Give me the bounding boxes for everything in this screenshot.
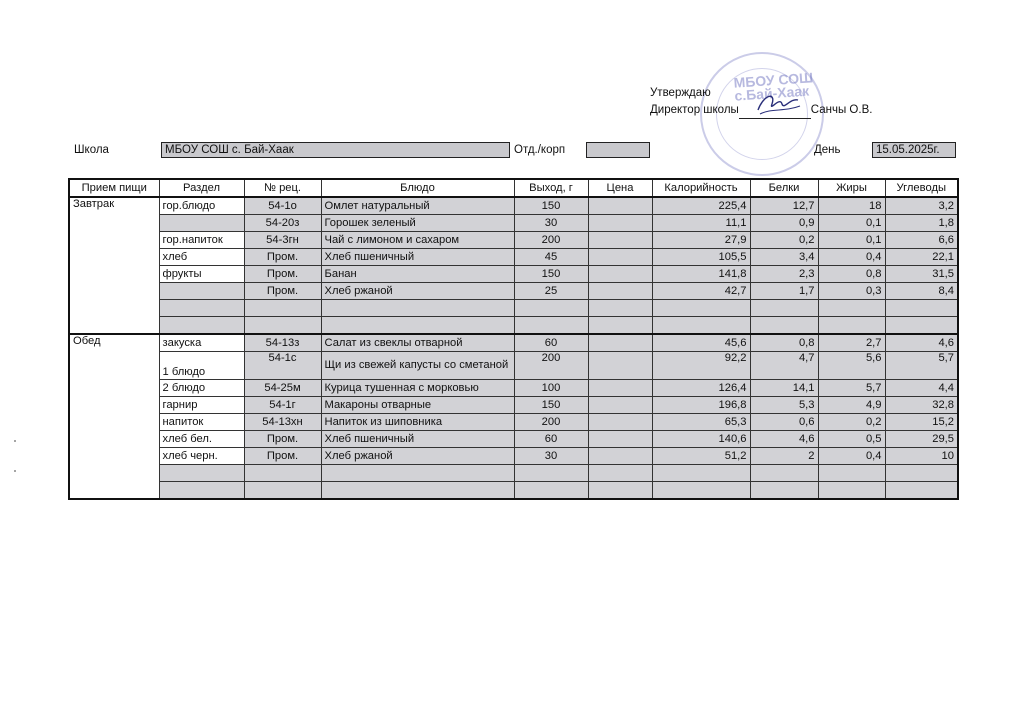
table-row-empty — [69, 482, 958, 500]
dish-cell[interactable]: Омлет натуральный — [321, 197, 514, 215]
director-label: Директор школы — [650, 104, 739, 116]
fat-cell[interactable]: 2,7 — [818, 334, 885, 352]
empty-cell[interactable] — [514, 300, 588, 317]
col-recipe: № рец. — [244, 179, 321, 197]
recipe-cell[interactable]: 54-20з — [244, 215, 321, 232]
section-cell[interactable]: 1 блюдо — [159, 352, 244, 380]
recipe-cell[interactable]: 54-1г — [244, 397, 321, 414]
yield-cell[interactable]: 60 — [514, 431, 588, 448]
empty-cell[interactable] — [652, 465, 750, 482]
kcal-cell[interactable]: 140,6 — [652, 431, 750, 448]
kcal-cell[interactable]: 225,4 — [652, 197, 750, 215]
fat-cell[interactable]: 0,1 — [818, 232, 885, 249]
protein-cell[interactable]: 0,6 — [750, 414, 818, 431]
carbs-cell[interactable]: 31,5 — [885, 266, 958, 283]
fat-cell[interactable]: 0,4 — [818, 249, 885, 266]
protein-cell[interactable]: 14,1 — [750, 380, 818, 397]
price-cell[interactable] — [588, 215, 652, 232]
empty-cell[interactable] — [818, 300, 885, 317]
section-cell[interactable]: гарнир — [159, 397, 244, 414]
empty-cell[interactable] — [159, 300, 244, 317]
section-cell[interactable]: напиток — [159, 414, 244, 431]
empty-cell[interactable] — [885, 482, 958, 500]
day-field[interactable]: 15.05.2025г. — [872, 142, 956, 158]
empty-cell[interactable] — [818, 317, 885, 335]
price-cell[interactable] — [588, 232, 652, 249]
price-cell[interactable] — [588, 283, 652, 300]
protein-cell[interactable]: 5,3 — [750, 397, 818, 414]
approval-title: Утверждаю — [650, 87, 711, 99]
recipe-cell[interactable]: 54-1с — [244, 352, 321, 380]
dish-cell[interactable]: Хлеб ржаной — [321, 448, 514, 465]
price-cell[interactable] — [588, 197, 652, 215]
table-row — [69, 431, 958, 448]
table-row — [69, 266, 958, 283]
section-cell[interactable]: хлеб бел. — [159, 431, 244, 448]
table-row — [69, 352, 958, 380]
empty-cell[interactable] — [514, 465, 588, 482]
empty-cell[interactable] — [321, 482, 514, 500]
empty-cell[interactable] — [514, 482, 588, 500]
yield-cell[interactable]: 60 — [514, 334, 588, 352]
fat-cell[interactable]: 0,5 — [818, 431, 885, 448]
protein-cell[interactable]: 4,6 — [750, 431, 818, 448]
table-row — [69, 380, 958, 397]
fat-cell[interactable]: 0,3 — [818, 283, 885, 300]
day-label: День — [814, 144, 841, 156]
dept-field[interactable] — [586, 142, 650, 158]
protein-cell[interactable]: 1,7 — [750, 283, 818, 300]
protein-cell[interactable]: 2,3 — [750, 266, 818, 283]
recipe-cell[interactable]: Пром. — [244, 448, 321, 465]
menu-table — [68, 178, 959, 500]
recipe-cell[interactable]: Пром. — [244, 266, 321, 283]
empty-cell[interactable] — [652, 300, 750, 317]
dish-cell[interactable]: Курица тушенная с морковью — [321, 380, 514, 397]
empty-cell[interactable] — [750, 465, 818, 482]
protein-cell[interactable]: 12,7 — [750, 197, 818, 215]
recipe-cell[interactable]: Пром. — [244, 431, 321, 448]
empty-cell[interactable] — [321, 317, 514, 335]
dish-cell[interactable]: Щи из свежей капусты со сметаной — [321, 352, 514, 380]
empty-cell[interactable] — [818, 465, 885, 482]
empty-cell[interactable] — [159, 317, 244, 335]
dish-cell[interactable]: Салат из свеклы отварной — [321, 334, 514, 352]
kcal-cell[interactable]: 126,4 — [652, 380, 750, 397]
empty-cell[interactable] — [588, 317, 652, 335]
price-cell[interactable] — [588, 352, 652, 380]
table-row — [69, 249, 958, 266]
fat-cell[interactable]: 5,6 — [818, 352, 885, 380]
kcal-cell[interactable]: 51,2 — [652, 448, 750, 465]
empty-cell[interactable] — [750, 300, 818, 317]
col-protein: Белки — [750, 179, 818, 197]
approval-director-line — [650, 102, 872, 119]
section-cell[interactable]: закуска — [159, 334, 244, 352]
dish-cell[interactable]: Хлеб пшеничный — [321, 249, 514, 266]
table-row-empty — [69, 300, 958, 317]
table-row — [69, 414, 958, 431]
kcal-cell[interactable]: 196,8 — [652, 397, 750, 414]
table-row — [69, 197, 958, 215]
empty-cell[interactable] — [588, 482, 652, 500]
recipe-cell[interactable]: 54-3гн — [244, 232, 321, 249]
kcal-cell[interactable]: 27,9 — [652, 232, 750, 249]
fat-cell[interactable]: 0,1 — [818, 215, 885, 232]
fat-cell[interactable]: 0,4 — [818, 448, 885, 465]
school-field[interactable]: МБОУ СОШ с. Бай-Хаак — [161, 142, 510, 158]
col-meal: Прием пищи — [69, 179, 159, 197]
section-cell[interactable]: гор.блюдо — [159, 197, 244, 215]
yield-cell[interactable]: 150 — [514, 197, 588, 215]
yield-cell[interactable]: 100 — [514, 380, 588, 397]
carbs-cell[interactable]: 4,6 — [885, 334, 958, 352]
dish-cell[interactable]: Чай с лимоном и сахаром — [321, 232, 514, 249]
dish-cell[interactable]: Горошек зеленый — [321, 215, 514, 232]
empty-cell[interactable] — [244, 300, 321, 317]
empty-cell[interactable] — [885, 317, 958, 335]
protein-cell[interactable]: 0,8 — [750, 334, 818, 352]
carbs-cell[interactable]: 22,1 — [885, 249, 958, 266]
col-section: Раздел — [159, 179, 244, 197]
table-row — [69, 215, 958, 232]
table-row — [69, 397, 958, 414]
dish-cell[interactable]: Банан — [321, 266, 514, 283]
section-cell[interactable] — [159, 283, 244, 300]
meal-lunch: Обед — [69, 334, 159, 499]
protein-cell[interactable]: 0,2 — [750, 232, 818, 249]
recipe-cell[interactable]: 54-1о — [244, 197, 321, 215]
empty-cell[interactable] — [244, 465, 321, 482]
section-cell[interactable]: гор.напиток — [159, 232, 244, 249]
empty-cell[interactable] — [588, 300, 652, 317]
table-row — [69, 334, 958, 352]
recipe-cell[interactable]: 54-13хн — [244, 414, 321, 431]
fat-cell[interactable]: 0,2 — [818, 414, 885, 431]
yield-cell[interactable]: 25 — [514, 283, 588, 300]
col-fat: Жиры — [818, 179, 885, 197]
scan-dot — [14, 470, 16, 472]
approval-block — [650, 85, 872, 119]
kcal-cell[interactable]: 92,2 — [652, 352, 750, 380]
fat-cell[interactable]: 4,9 — [818, 397, 885, 414]
carbs-cell[interactable]: 5,7 — [885, 352, 958, 380]
recipe-cell[interactable]: Пром. — [244, 249, 321, 266]
protein-cell[interactable]: 0,9 — [750, 215, 818, 232]
carbs-cell[interactable]: 32,8 — [885, 397, 958, 414]
header-row — [0, 142, 1024, 160]
empty-cell[interactable] — [750, 317, 818, 335]
stamp-text: МБОУ СОШ с.Бай-Хаак — [733, 69, 814, 104]
recipe-cell[interactable]: Пром. — [244, 283, 321, 300]
price-cell[interactable] — [588, 380, 652, 397]
table-row — [69, 232, 958, 249]
kcal-cell[interactable]: 141,8 — [652, 266, 750, 283]
yield-cell[interactable]: 30 — [514, 448, 588, 465]
fat-cell[interactable]: 5,7 — [818, 380, 885, 397]
kcal-cell[interactable]: 65,3 — [652, 414, 750, 431]
table-row — [69, 283, 958, 300]
empty-cell[interactable] — [244, 317, 321, 335]
carbs-cell[interactable]: 29,5 — [885, 431, 958, 448]
table-header-row — [69, 179, 958, 197]
col-dish: Блюдо — [321, 179, 514, 197]
yield-cell[interactable]: 200 — [514, 352, 588, 380]
yield-cell[interactable]: 200 — [514, 232, 588, 249]
section-cell[interactable]: фрукты — [159, 266, 244, 283]
price-cell[interactable] — [588, 397, 652, 414]
empty-cell[interactable] — [159, 465, 244, 482]
table-row — [69, 448, 958, 465]
empty-cell[interactable] — [885, 300, 958, 317]
price-cell[interactable] — [588, 266, 652, 283]
empty-cell[interactable] — [652, 317, 750, 335]
price-cell[interactable] — [588, 334, 652, 352]
table-row-empty — [69, 465, 958, 482]
price-cell[interactable] — [588, 431, 652, 448]
yield-cell[interactable]: 150 — [514, 266, 588, 283]
fat-cell[interactable]: 0,8 — [818, 266, 885, 283]
price-cell[interactable] — [588, 448, 652, 465]
protein-cell[interactable]: 3,4 — [750, 249, 818, 266]
section-cell[interactable]: хлеб — [159, 249, 244, 266]
col-price: Цена — [588, 179, 652, 197]
yield-cell[interactable]: 200 — [514, 414, 588, 431]
kcal-cell[interactable]: 105,5 — [652, 249, 750, 266]
kcal-cell[interactable]: 45,6 — [652, 334, 750, 352]
price-cell[interactable] — [588, 414, 652, 431]
protein-cell[interactable]: 2 — [750, 448, 818, 465]
empty-cell[interactable] — [588, 465, 652, 482]
carbs-cell[interactable]: 10 — [885, 448, 958, 465]
fat-cell[interactable]: 18 — [818, 197, 885, 215]
yield-cell[interactable]: 30 — [514, 215, 588, 232]
yield-cell[interactable]: 150 — [514, 397, 588, 414]
protein-cell[interactable]: 4,7 — [750, 352, 818, 380]
dish-cell[interactable]: Хлеб ржаной — [321, 283, 514, 300]
empty-cell[interactable] — [244, 482, 321, 500]
col-carbs: Углеводы — [885, 179, 958, 197]
school-label: Школа — [74, 144, 109, 156]
section-cell[interactable]: 2 блюдо — [159, 380, 244, 397]
col-yield: Выход, г — [514, 179, 588, 197]
dish-cell[interactable]: Макароны отварные — [321, 397, 514, 414]
kcal-cell[interactable]: 42,7 — [652, 283, 750, 300]
empty-cell[interactable] — [159, 482, 244, 500]
carbs-cell[interactable]: 8,4 — [885, 283, 958, 300]
recipe-cell[interactable]: 54-25м — [244, 380, 321, 397]
section-cell[interactable]: хлеб черн. — [159, 448, 244, 465]
dish-cell[interactable]: Хлеб пшеничный — [321, 431, 514, 448]
carbs-cell[interactable]: 15,2 — [885, 414, 958, 431]
empty-cell[interactable] — [652, 482, 750, 500]
dept-label: Отд./корп — [514, 144, 566, 156]
scan-dot — [14, 440, 16, 442]
carbs-cell[interactable]: 3,2 — [885, 197, 958, 215]
empty-cell[interactable] — [321, 300, 514, 317]
recipe-cell[interactable]: 54-13з — [244, 334, 321, 352]
signature-line — [739, 106, 811, 119]
carbs-cell[interactable]: 6,6 — [885, 232, 958, 249]
table-row-empty — [69, 317, 958, 335]
carbs-cell[interactable]: 1,8 — [885, 215, 958, 232]
price-cell[interactable] — [588, 249, 652, 266]
carbs-cell[interactable]: 4,4 — [885, 380, 958, 397]
empty-cell[interactable] — [321, 465, 514, 482]
empty-cell[interactable] — [818, 482, 885, 500]
dish-cell[interactable]: Напиток из шиповника — [321, 414, 514, 431]
col-kcal: Калорийность — [652, 179, 750, 197]
director-name: Санчы О.В. — [810, 104, 873, 116]
yield-cell[interactable]: 45 — [514, 249, 588, 266]
kcal-cell[interactable]: 11,1 — [652, 215, 750, 232]
empty-cell[interactable] — [750, 482, 818, 500]
empty-cell[interactable] — [514, 317, 588, 335]
meal-breakfast: Завтрак — [69, 197, 159, 334]
section-cell[interactable] — [159, 215, 244, 232]
empty-cell[interactable] — [885, 465, 958, 482]
